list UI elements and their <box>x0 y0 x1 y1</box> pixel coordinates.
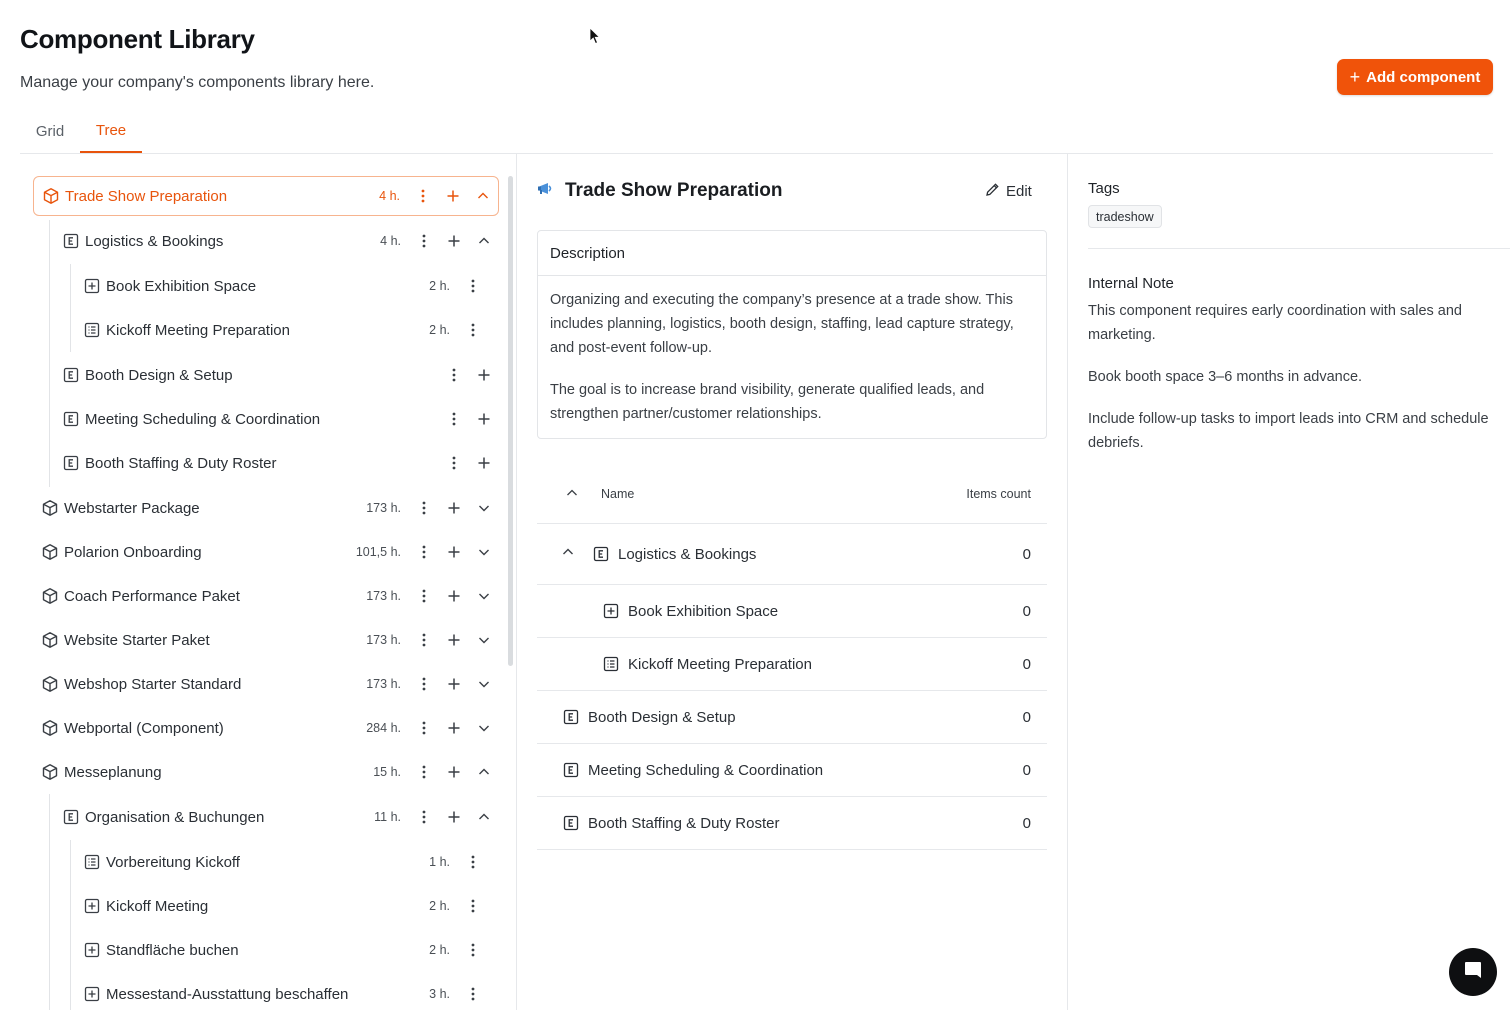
tree-item[interactable] <box>33 176 499 216</box>
epic-icon <box>62 808 80 826</box>
cube-icon <box>41 543 59 561</box>
add-child-icon[interactable] <box>439 537 469 567</box>
page-subtitle: Manage your company's components library here. <box>20 74 375 91</box>
more-options-icon[interactable] <box>409 226 439 256</box>
add-child-icon[interactable] <box>438 181 468 211</box>
table-row[interactable] <box>537 638 1047 691</box>
table-row[interactable] <box>537 524 1047 585</box>
tree-item-label: Kickoff Meeting Preparation <box>106 321 290 339</box>
tree-guide-line <box>70 840 71 1010</box>
column-header-name[interactable]: Name <box>601 487 635 501</box>
epic-icon <box>593 546 609 562</box>
chevron-down-icon[interactable] <box>469 537 499 567</box>
more-options-icon[interactable] <box>409 581 439 611</box>
epic-icon <box>563 709 579 725</box>
children-table <box>537 470 1047 850</box>
more-options-icon[interactable] <box>439 404 469 434</box>
plus-box-icon <box>83 897 101 915</box>
row-name: Kickoff Meeting Preparation <box>628 655 812 673</box>
pencil-icon <box>985 182 1000 201</box>
tree-item-hours: 2 h. <box>429 943 450 957</box>
row-items-count: 0 <box>1022 708 1031 726</box>
row-name: Booth Staffing & Duty Roster <box>588 814 780 832</box>
tree-item-label: Booth Design & Setup <box>85 366 233 384</box>
tree-item-hours: 3 h. <box>429 987 450 1001</box>
epic-icon <box>563 815 579 831</box>
tree-guide-line <box>49 220 50 487</box>
more-options-icon[interactable] <box>409 713 439 743</box>
tree-item-hours: 2 h. <box>429 323 450 337</box>
more-options-icon[interactable] <box>458 315 488 345</box>
page-title: Component Library <box>20 24 255 54</box>
epic-icon <box>62 366 80 384</box>
chat-icon <box>1462 959 1484 986</box>
more-options-icon[interactable] <box>458 271 488 301</box>
tag-badge[interactable]: tradeshow <box>1088 205 1162 228</box>
tree-item-hours: 173 h. <box>366 501 401 515</box>
epic-icon <box>62 410 80 428</box>
more-options-icon[interactable] <box>409 537 439 567</box>
tree-item-hours: 2 h. <box>429 279 450 293</box>
chevron-down-icon[interactable] <box>469 713 499 743</box>
tree-item-label: Messestand-Ausstattung beschaffen <box>106 985 349 1003</box>
chevron-down-icon[interactable] <box>469 669 499 699</box>
tree-item-hours: 173 h. <box>366 677 401 691</box>
row-name: Meeting Scheduling & Coordination <box>588 761 824 779</box>
tree-item-hours: 101,5 h. <box>355 545 401 559</box>
more-options-icon[interactable] <box>458 979 488 1009</box>
tree-item[interactable] <box>75 974 488 1010</box>
more-options-icon[interactable] <box>409 802 439 832</box>
chevron-up-icon[interactable] <box>469 757 499 787</box>
tree-item-label: Messeplanung <box>64 763 162 781</box>
tree-guide-line <box>49 794 50 1010</box>
tree-item-label: Organisation & Buchungen <box>85 808 265 826</box>
view-tabs <box>20 110 1493 154</box>
chevron-up-icon[interactable] <box>561 545 575 563</box>
cube-icon <box>41 763 59 781</box>
row-items-count: 0 <box>1022 602 1031 620</box>
tree-item-label: Coach Performance Paket <box>64 587 240 605</box>
note-paragraph: This component requires early coordination with sales and marketing. <box>1088 303 1462 343</box>
add-child-icon[interactable] <box>439 669 469 699</box>
chevron-up-icon[interactable] <box>469 802 499 832</box>
list-box-icon <box>83 853 101 871</box>
table-header <box>537 470 1047 524</box>
list-box-icon <box>83 321 101 339</box>
tree-item[interactable] <box>33 664 499 704</box>
more-options-icon[interactable] <box>458 891 488 921</box>
more-options-icon[interactable] <box>409 757 439 787</box>
plus-icon: + <box>1349 67 1361 87</box>
chevron-up-icon[interactable] <box>565 486 579 503</box>
description-heading: Description <box>538 231 1046 276</box>
add-child-icon[interactable] <box>439 581 469 611</box>
tree-item-hours: 4 h. <box>379 189 400 203</box>
epic-icon <box>62 454 80 472</box>
row-name: Book Exhibition Space <box>628 602 779 620</box>
tree-item-label: Webportal (Component) <box>64 719 224 737</box>
tree-item[interactable] <box>54 443 499 483</box>
internal-note-label: Internal Note <box>1088 275 1174 292</box>
add-child-icon[interactable] <box>439 625 469 655</box>
add-child-icon[interactable] <box>469 404 499 434</box>
tree-item[interactable] <box>75 930 488 970</box>
tree-item[interactable] <box>75 886 488 926</box>
edit-label: Edit <box>1006 183 1032 200</box>
tree-item[interactable] <box>33 576 499 616</box>
tree-item[interactable] <box>33 620 499 660</box>
epic-icon <box>62 232 80 250</box>
tree-item[interactable] <box>54 399 499 439</box>
tree-item-hours: 2 h. <box>429 899 450 913</box>
note-paragraph: Include follow-up tasks to import leads into CRM and schedule debriefs. <box>1088 411 1489 451</box>
mouse-cursor-icon <box>589 27 601 50</box>
chevron-down-icon[interactable] <box>469 493 499 523</box>
tree-item[interactable] <box>33 708 499 748</box>
table-row[interactable] <box>537 797 1047 850</box>
component-detail <box>517 154 1068 1010</box>
tree-item[interactable] <box>33 488 499 528</box>
plus-box-icon <box>603 603 619 619</box>
table-row[interactable] <box>537 744 1047 797</box>
chevron-down-icon[interactable] <box>469 581 499 611</box>
more-options-icon[interactable] <box>439 360 469 390</box>
tags-label: Tags <box>1088 180 1120 197</box>
tree-item-label: Book Exhibition Space <box>106 277 257 295</box>
epic-icon <box>563 762 579 778</box>
plus-box-icon <box>83 941 101 959</box>
tree-item-label: Booth Staffing & Duty Roster <box>85 454 277 472</box>
row-items-count: 0 <box>1022 761 1031 779</box>
tree-guide-line <box>70 264 71 352</box>
add-child-icon[interactable] <box>439 713 469 743</box>
detail-title-text: Trade Show Preparation <box>565 180 783 201</box>
tree-item[interactable] <box>54 797 499 837</box>
tree-item-hours: 4 h. <box>380 234 401 248</box>
more-options-icon[interactable] <box>408 181 438 211</box>
tree-item[interactable] <box>75 266 488 306</box>
plus-box-icon <box>83 277 101 295</box>
table-row[interactable] <box>537 691 1047 744</box>
row-items-count: 0 <box>1022 814 1031 832</box>
description-card <box>537 230 1047 439</box>
add-child-icon[interactable] <box>439 757 469 787</box>
row-name: Logistics & Bookings <box>618 545 757 563</box>
tab-tree[interactable]: Tree <box>80 110 142 153</box>
row-items-count: 0 <box>1022 655 1031 673</box>
more-options-icon[interactable] <box>409 493 439 523</box>
tree-item-label: Webstarter Package <box>64 499 200 517</box>
chat-launcher-button[interactable] <box>1449 948 1497 996</box>
chevron-down-icon[interactable] <box>469 625 499 655</box>
cube-icon <box>42 187 60 205</box>
megaphone-icon <box>537 180 555 202</box>
tree-item-hours: 284 h. <box>366 721 401 735</box>
tree-item-label: Trade Show Preparation <box>65 187 228 205</box>
more-options-icon[interactable] <box>409 625 439 655</box>
more-options-icon[interactable] <box>458 935 488 965</box>
tree-item[interactable] <box>33 752 499 792</box>
tree-item-label: Vorbereitung Kickoff <box>106 853 240 871</box>
cube-icon <box>41 631 59 649</box>
tree-item-label: Logistics & Bookings <box>85 232 224 250</box>
tree-item-hours: 173 h. <box>366 589 401 603</box>
cube-icon <box>41 587 59 605</box>
tree-scrollbar[interactable] <box>508 176 513 666</box>
more-options-icon[interactable] <box>458 847 488 877</box>
tree-item-label: Webshop Starter Standard <box>64 675 242 693</box>
tree-item-label: Website Starter Paket <box>64 631 210 649</box>
add-component-button[interactable] <box>1337 59 1493 95</box>
component-tree <box>20 154 517 1010</box>
tree-item[interactable] <box>33 532 499 572</box>
description-text: Organizing and executing the company’s presence at a trade show. This includes planning, logistics, booth design, staffing, lead capture strategy, and post-event follow-up. <box>550 292 1014 356</box>
internal-note-text <box>1088 299 1508 455</box>
tree-item-hours: 15 h. <box>373 765 401 779</box>
add-child-icon[interactable] <box>439 226 469 256</box>
plus-box-icon <box>83 985 101 1003</box>
more-options-icon[interactable] <box>439 448 469 478</box>
cube-icon <box>41 675 59 693</box>
add-child-icon[interactable] <box>439 802 469 832</box>
divider <box>1088 248 1510 249</box>
tree-item-hours: 173 h. <box>366 633 401 647</box>
cube-icon <box>41 719 59 737</box>
tree-item-label: Polarion Onboarding <box>64 543 202 561</box>
detail-title <box>537 180 783 202</box>
tree-item[interactable] <box>54 355 499 395</box>
add-component-label: Add component <box>1366 68 1481 86</box>
chevron-up-icon[interactable] <box>468 181 498 211</box>
tab-grid[interactable]: Grid <box>35 123 65 140</box>
tree-item-label: Kickoff Meeting <box>106 897 209 915</box>
list-box-icon <box>603 656 619 672</box>
edit-button[interactable] <box>985 182 1032 201</box>
chevron-up-icon[interactable] <box>469 226 499 256</box>
description-text: The goal is to increase brand visibility, generate qualified leads, and strengthen partner/customer relationships. <box>550 382 985 422</box>
row-name: Booth Design & Setup <box>588 708 736 726</box>
cube-icon <box>41 499 59 517</box>
tree-item[interactable] <box>75 842 488 882</box>
tree-item-hours: 11 h. <box>374 810 401 824</box>
add-child-icon[interactable] <box>469 360 499 390</box>
table-row[interactable] <box>537 585 1047 638</box>
tree-item-hours: 1 h. <box>429 855 450 869</box>
add-child-icon[interactable] <box>469 448 499 478</box>
tree-item[interactable] <box>75 310 488 350</box>
column-header-items-count[interactable]: Items count <box>966 487 1031 501</box>
note-paragraph: Book booth space 3–6 months in advance. <box>1088 369 1363 385</box>
tree-item-label: Meeting Scheduling & Coordination <box>85 410 321 428</box>
tree-item[interactable] <box>54 221 499 261</box>
row-items-count: 0 <box>1022 545 1031 563</box>
tree-item-label: Standfläche buchen <box>106 941 239 959</box>
component-meta <box>1068 154 1510 1010</box>
more-options-icon[interactable] <box>409 669 439 699</box>
add-child-icon[interactable] <box>439 493 469 523</box>
